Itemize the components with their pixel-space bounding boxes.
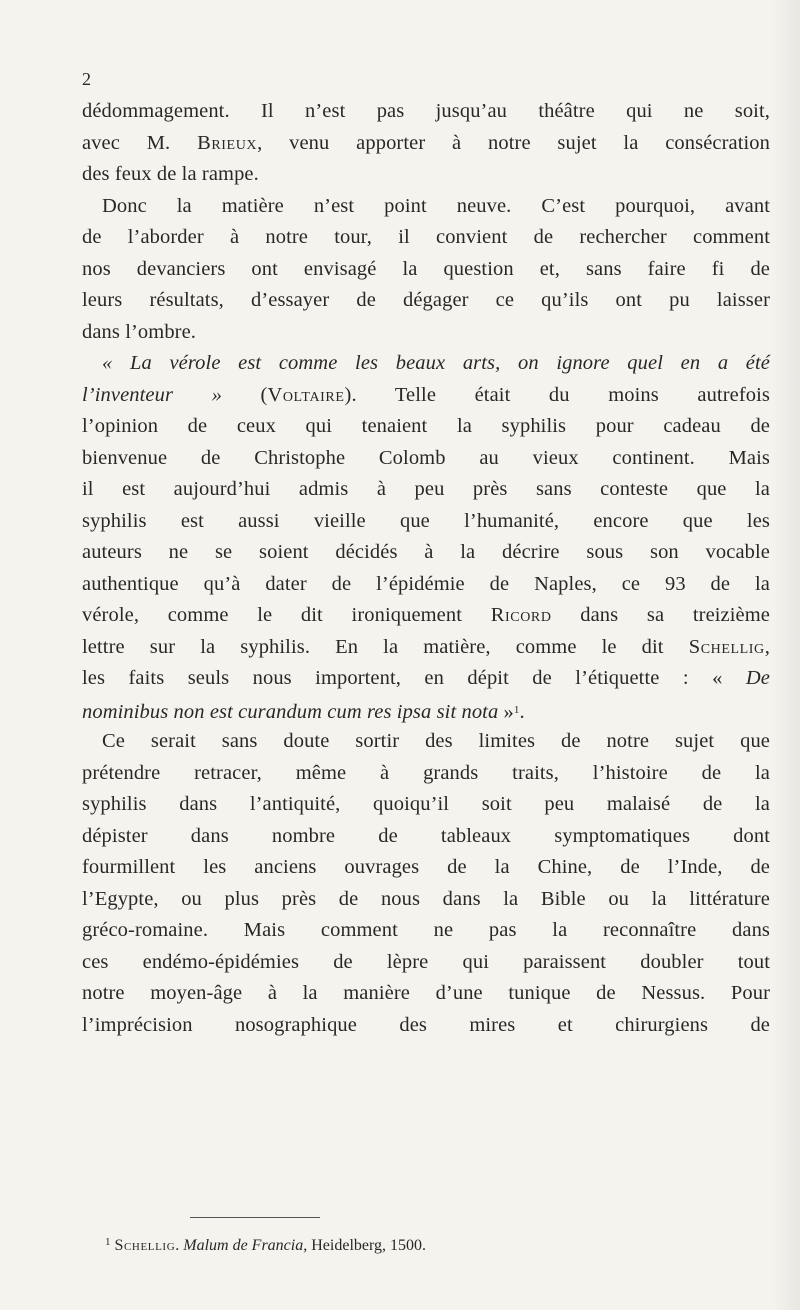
text-line xyxy=(82,852,770,884)
footnote-reference: 1 xyxy=(513,703,520,716)
text-span: auteurs ne se soient décidés à la décrire sous son vocable xyxy=(82,541,770,563)
text-span: notre moyen-âge à la manière d’une tunique de Nessus. Pour xyxy=(82,982,770,1004)
text-span: » xyxy=(498,700,514,723)
text-span: ). Telle était du moins autrefois xyxy=(344,383,770,406)
text-line xyxy=(82,1010,770,1042)
author-name: Voltaire xyxy=(267,383,345,406)
page-number: 2 xyxy=(82,69,91,89)
text-line xyxy=(82,600,770,632)
text-line xyxy=(82,222,770,254)
text-line xyxy=(82,758,770,790)
text-line xyxy=(82,506,770,538)
text-line xyxy=(82,96,770,128)
text-span: l’Egypte, ou plus près de nous dans la Bible ou la littérature xyxy=(82,887,770,910)
text-span: dédommagement. Il n’est pas jusqu’au théâtre qui ne soit, xyxy=(82,100,770,122)
quotation: nominibus non est curandum cum res ipsa sit nota xyxy=(82,700,499,723)
text-line xyxy=(82,411,770,443)
text-line xyxy=(82,569,770,601)
text-line xyxy=(82,947,770,979)
text-span: dans l’ombre. xyxy=(82,320,197,343)
text-line xyxy=(82,191,770,223)
text-line xyxy=(82,884,770,916)
text-span: dépister dans nombre de tableaux symptomatiques dont xyxy=(82,824,770,847)
text-span: , venu apporter à notre sujet la consécration xyxy=(257,131,771,154)
text-span: , xyxy=(764,635,770,658)
footnote-divider xyxy=(190,1217,320,1218)
text-line xyxy=(82,789,770,821)
text-span: nos devanciers ont envisagé la question et, sans faire fi de xyxy=(82,257,770,280)
text-span: il est aujourd’hui admis à peu près sans conteste que la xyxy=(82,478,770,500)
text-line xyxy=(82,821,770,853)
text-span: de l’aborder à notre tour, il convient de rechercher comment xyxy=(82,226,770,248)
text-line xyxy=(82,915,770,947)
text-line xyxy=(82,317,770,349)
text-span: des feux de la rampe. xyxy=(82,163,259,185)
text-line xyxy=(82,726,770,758)
text-line xyxy=(82,128,770,160)
text-line xyxy=(82,285,770,317)
footnote-number: 1 xyxy=(105,1236,111,1248)
quotation: « La vérole est comme les beaux arts, on ignore quel en a été xyxy=(102,352,770,374)
text-line xyxy=(82,663,770,695)
text-span: Donc la matière n’est point neuve. C’est pourquoi, avant xyxy=(102,194,770,217)
text-span: vérole, comme le dit ironiquement xyxy=(82,604,491,626)
text-span: syphilis est aussi vieille que l’humanité, encore que les xyxy=(82,509,770,532)
text-line xyxy=(82,978,770,1010)
text-span: dans sa treizième xyxy=(551,604,770,626)
author-name: Schellig xyxy=(688,635,765,658)
text-line xyxy=(82,632,770,664)
quotation: De xyxy=(745,667,770,689)
author-name: Brieux xyxy=(197,131,258,154)
text-span: authentique qu’à dater de l’épidémie de Naples, ce 93 de la xyxy=(82,572,770,595)
text-line xyxy=(82,474,770,506)
footnote xyxy=(105,1232,426,1256)
text-span: syphilis dans l’antiquité, quoiqu’il soit peu malaisé de la xyxy=(82,793,770,815)
text-span: . xyxy=(175,1237,184,1254)
text-span: Ce serait sans doute sortir des limites de notre sujet que xyxy=(102,730,770,752)
text-span: l’imprécision nosographique des mires et chirurgiens de xyxy=(82,1013,770,1036)
text-line xyxy=(82,348,770,380)
text-span: prétendre retracer, même à grands traits, l’histoire de la xyxy=(82,761,770,784)
text-span: bienvenue de Christophe Colomb au vieux continent. Mais xyxy=(82,446,770,469)
footnote-title: Malum de Francia xyxy=(183,1237,304,1254)
text-line xyxy=(82,159,770,191)
quotation: l’inventeur » xyxy=(82,383,222,406)
text-span: ces endémo-épidémies de lèpre qui paraissent doubler tout xyxy=(82,950,770,973)
text-line xyxy=(82,443,770,475)
text-span: les faits seuls nous importent, en dépit de l’étiquette : « xyxy=(82,667,746,689)
author-name: Ricord xyxy=(490,604,552,626)
text-span: avec M. xyxy=(82,131,198,154)
text-line xyxy=(82,380,770,412)
text-line xyxy=(82,537,770,569)
text-span: gréco-romaine. Mais comment ne pas la reconnaître dans xyxy=(82,919,770,941)
text-span: lettre sur la syphilis. En la matière, comme le dit xyxy=(82,635,689,658)
text-span: fourmillent les anciens ouvrages de la Chine, de l’Inde, de xyxy=(82,856,770,878)
text-line xyxy=(82,254,770,286)
text-span: . xyxy=(519,700,525,723)
text-span: l’opinion de ceux qui tenaient la syphilis pour cadeau de xyxy=(82,415,770,437)
body-text xyxy=(82,96,770,1041)
footnote-details: , Heidelberg, 1500. xyxy=(303,1237,427,1254)
text-line xyxy=(82,695,770,727)
page-edge-shadow xyxy=(772,0,800,1310)
footnote-author: Schellig xyxy=(114,1237,176,1254)
text-span: ( xyxy=(221,383,268,406)
text-span: leurs résultats, d’essayer de dégager ce qu’ils ont pu laisser xyxy=(82,289,770,311)
